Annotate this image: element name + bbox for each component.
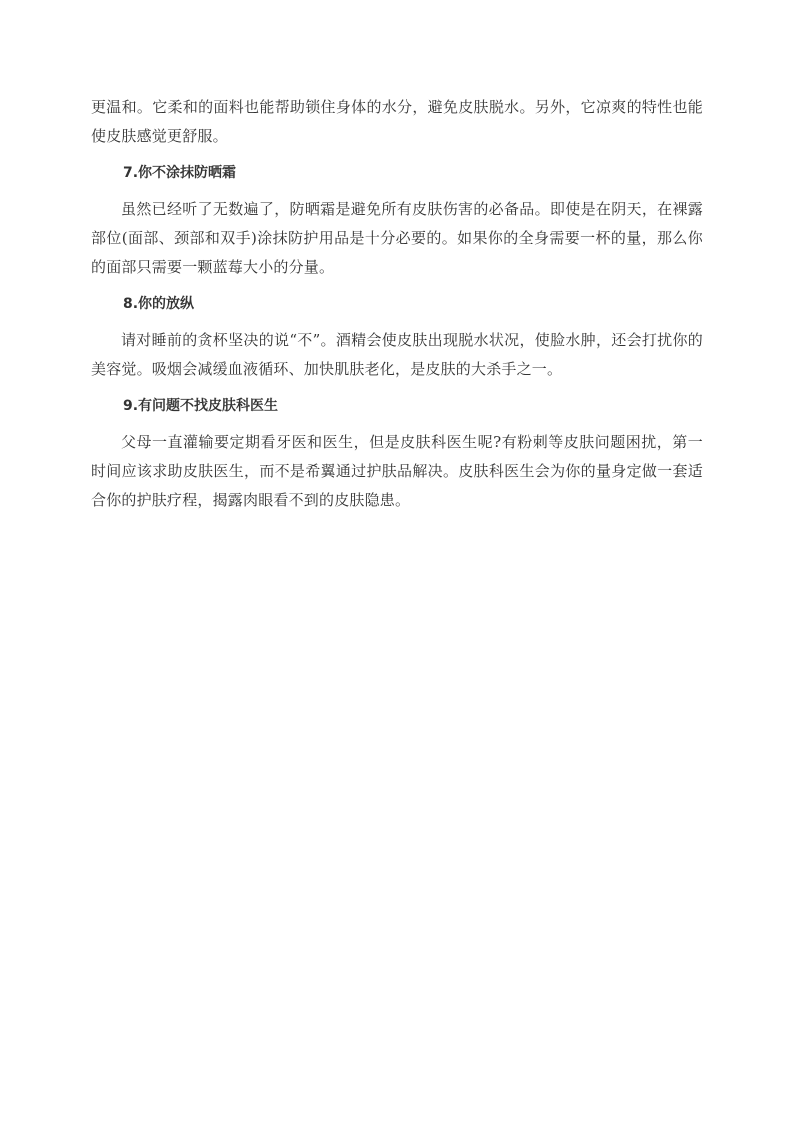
paragraph-sunscreen: 虽然已经听了无数遍了，防晒霜是避免所有皮肤伤害的必备品。即使是在阴天，在裸露部位(面部、颈部和双手)涂抹防护用品是十分必要的。如果你的全身需要一杯的量，那么你的面部只需要一颗蓝莓大小的分量。 <box>91 200 703 276</box>
paragraph-indulgence: 请对睡前的贪杯坚决的说“不”。酒精会使皮肤出现脱水状况，使脸水肿，还会打扰你的美容觉。吸烟会减缓血液循环、加快肌肤老化，是皮肤的大杀手之一。 <box>91 331 703 378</box>
heading-indulgence: 8.你的放纵 <box>123 296 195 312</box>
heading-sunscreen: 7.你不涂抹防晒霜 <box>123 165 237 181</box>
article-body <box>91 93 703 515</box>
heading-dermatologist: 9.有问题不找皮肤科医生 <box>123 398 279 414</box>
paragraph-dermatologist: 父母一直灌输要定期看牙医和医生，但是皮肤科医生呢?有粉刺等皮肤问题困扰，第一时间应该求助皮肤医生，而不是希翼通过护肤品解决。皮肤科医生会为你的量身定做一套适合你的护肤疗程，揭露肉眼看不到的皮肤隐患。 <box>91 433 703 509</box>
paragraph-continued: 更温和。它柔和的面料也能帮助锁住身体的水分，避免皮肤脱水。另外，它凉爽的特性也能使皮肤感觉更舒服。 <box>91 98 703 145</box>
